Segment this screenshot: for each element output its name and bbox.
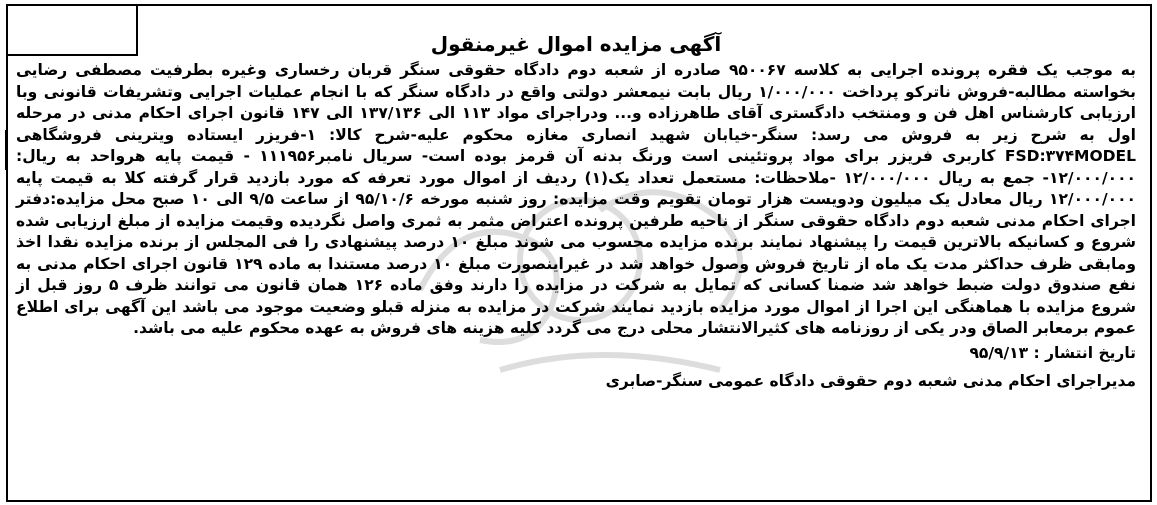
notice-body: به موجب یک فقره پرونده اجرایی به کلاسه ۹۵۰۰۶۷ صادره از شعبه دوم دادگاه حقوقی سنگر قربان رخساری وغیره بطرفیت مصطفی رضایی بخواسته مطالبه-فروش ناترکو پرداخت ۱/۰۰۰/۰۰۰ ریال بابت نیمعشر دولتی واقع در دادگاه سنگر که با انجام عملیات اجرایی وتشریفات قانونی وبا ارزیابی کارشناس اهل فن و ومنتخب دادگستری آقای طاهرزاده و... ودراجرای مواد ۱۱۳ الی ۱۳۷/۱۳۶ الی ۱۴۷ قانون اجرای احکام مدنی در مرحله اول به شرح زیر به فروش می رسد: سنگر-خیابان شهید انصاری مغازه محکوم علیه-شرح کالا: ۱-فریزر ایستاده ویترینی فروشگاهی FSD:۳۷۴MODEL کاربری فریزر برای مواد پروتئینی است ورنگ بدنه آن قرمز بوده است- سریال نامبر۱۱۱۹۵۶ - قیمت پایه هرواحد به ریال: ۱۲/۰۰۰/۰۰۰- جمع به ریال ۱۲/۰۰۰/۰۰۰ -ملاحظات: مستعمل تعداد یک(۱) ردیف از اموال مورد تعرفه که مورد بازدید قرار گرفته کلا به قیمت پایه ۱۲/۰۰۰/۰۰۰ ریال معادل یک میلیون ودویست هزار تومان تقویم وقت مزایده: روز شنبه مورخه ۹۵/۱۰/۶ از ساعت ۹/۵ الی ۱۰ صبح محل مزایده:دفتر اجرای احکام مدنی شعبه دوم دادگاه حقوقی سنگر از ناحیه طرفین پرونده اعتراض مثمر به ثمری واصل نگردیده وقیمت مزایده از مبلغ ارزیابی شده شروع و کسانیکه بالاترین قیمت را پیشنهاد نمایند برنده مزایده محسوب می شوند مبلغ ۱۰ درصد پیشنهادی را فی المجلس از برنده مزایده نقدا اخذ ومابقی ظرف حداکثر مدت یک ماه از تاریخ فروش وصول خواهد شد در غیراینصورت مبلغ ۱۰ درصد مستندا به ماده ۱۲۹ قانون اجرای احکام مدنی به نفع صندوق دولت ضبط خواهد شد ضمنا کسانی که تمایل به شرکت در مزایده را دارند وفق ماده ۱۲۶ همان قانون می توانند ظرف ۵ روز قبل از شروع مزایده با هماهنگی این اجرا از اموال مورد مزایده بازدید نمایند شرکت در مزایده به منزله قبلو وضعیت موجود می باشد این آگهی برای اطلاع عموم برمعابر الصاق ودر یکی از روزنامه های کثیرالانتشار محلی درج می گردد کلیه هزینه های فروش به عهده محکوم علیه می باشد.	[16, 61, 1137, 337]
auction-notice	[16, 30, 1136, 392]
notice-title: آگهی مزایده اموال غیرمنقول	[430, 32, 722, 56]
signature-line: مدیراجرای احکام مدنی شعبه دوم حقوقی دادگاه عمومی سنگر-صابری	[605, 371, 1136, 390]
publish-date: تاریخ انتشار : ۹۵/۹/۱۳	[969, 343, 1136, 362]
